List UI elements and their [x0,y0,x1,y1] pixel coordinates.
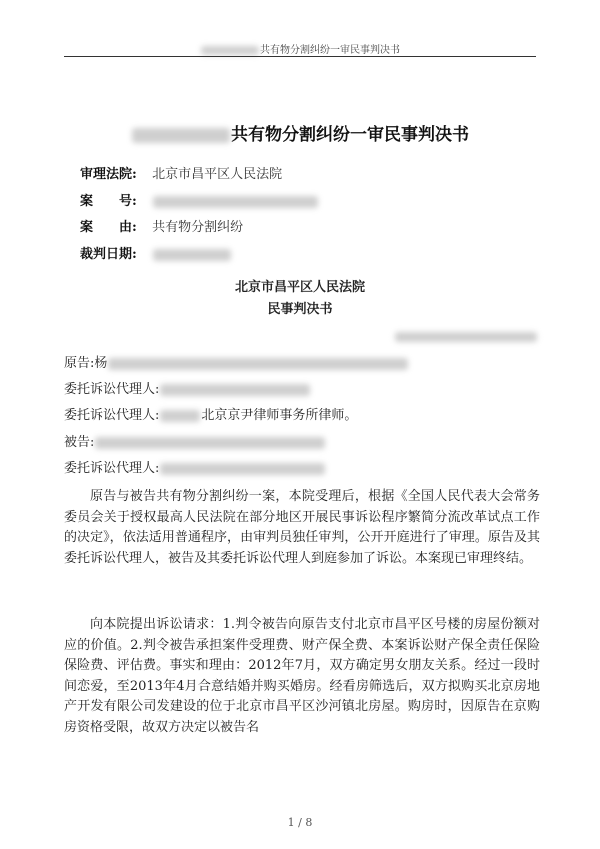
meta-value: 共有物分割纠纷 [152,220,244,235]
running-header [0,41,600,56]
party-role: 委托诉讼代理人: [64,408,160,423]
party-text: 杨 [94,356,108,371]
redacted-block [160,410,200,422]
redacted-block [395,332,537,342]
meta-label: 案 由: [80,220,137,235]
party-plaintiff [64,352,409,371]
party-agent-2 [64,404,357,423]
paragraph-text: 向本院提出诉讼请求：1.判令被告向原告支付北京市昌平区号楼的房屋份额对应的价值。2.判令被告承担案件受理费、财产保全费、本案诉讼财产保全责任保险保险费、评估费。事实和理由：2012年7月，双方确定男女朋友关系。经过一段时间恋爱，至2013年4月合意结婚并购买婚房。经看房筛选后，双方拟购买北京房地产开发有限公司发建设的位于北京市昌平区沙河镇北房屋。购房时，因原告在京购房资格受限，故双方决定以被告名 [64,617,540,735]
meta-date [80,243,232,262]
party-role: 被告: [64,435,95,450]
redacted-block [201,46,259,55]
redacted-block [95,437,325,449]
party-role: 委托诉讼代理人: [64,382,160,397]
redacted-block [160,463,325,475]
redacted-block [108,358,408,370]
document-title-line [0,120,600,145]
party-agent-1 [64,378,311,397]
meta-court [80,163,282,182]
meta-value: 北京市昌平区人民法院 [152,167,283,182]
meta-label: 案 号: [80,194,137,209]
meta-label: 审理法院: [80,167,137,182]
paragraph-procedure [64,487,540,569]
running-title: 共有物分割纠纷一审民事判决书 [260,45,400,56]
party-defendant [64,431,326,450]
paragraph-claims [64,615,540,738]
meta-case-number [80,190,319,209]
redacted-block [132,128,230,143]
meta-label: 裁判日期: [80,247,137,262]
party-text: 北京京尹律师事务所律师。 [201,408,358,423]
court-heading: 北京市昌平区人民法院 [234,280,365,295]
case-number-redacted [394,326,538,345]
document-type-heading: 民事判决书 [267,302,333,317]
party-agent-3 [64,457,326,476]
meta-cause [80,216,243,235]
header-rule [64,56,536,57]
paragraph-text: 原告与被告共有物分割纠纷一案，本院受理后，根据《全国人民代表大会常务委员会关于授权最高人民法院在部分地区开展民事诉讼程序繁简分流改革试点工作的决定》，依法适用普通程序，由审判员独任审判，公开开庭进行了审理。原告及其委托诉讼代理人，被告及其委托诉讼代理人到庭参加了诉讼。本案现已审理终结。 [64,489,540,566]
party-role: 委托诉讼代理人: [64,461,160,476]
party-role: 原告: [64,356,95,371]
redacted-block [160,384,310,396]
redacted-block [153,196,318,208]
page-number: 1 / 8 [287,816,313,829]
document-title: 共有物分割纠纷一审民事判决书 [231,125,469,145]
redacted-block [153,249,231,261]
